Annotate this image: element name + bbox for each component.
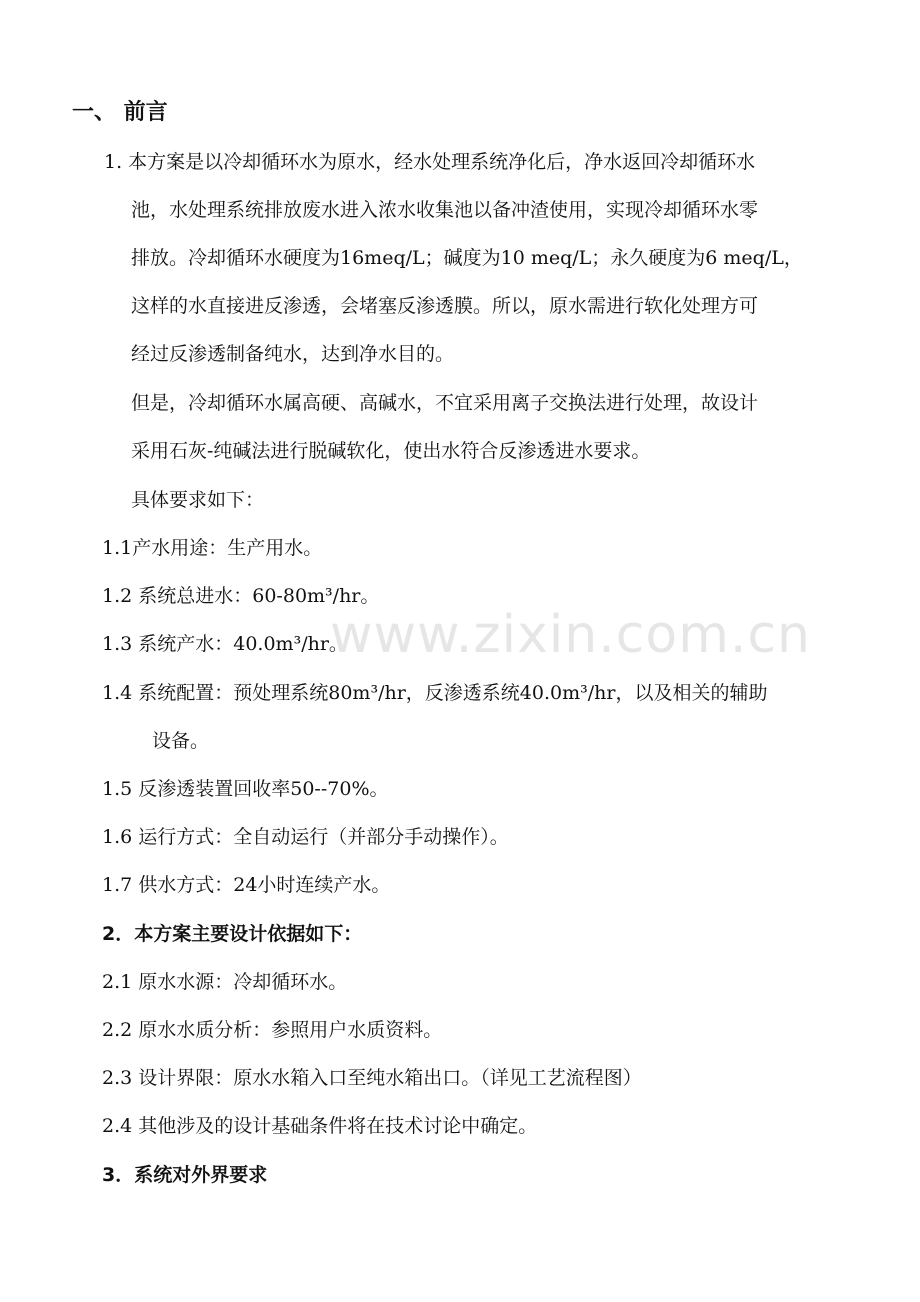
list-item: 1.5 反渗透装置回收率50--70%。 bbox=[102, 778, 389, 800]
paragraph-line: 采用石灰-纯碱法进行脱碱软化，使出水符合反渗透进水要求。 bbox=[131, 440, 651, 462]
list-item: 1.6 运行方式：全自动运行（并部分手动操作）。 bbox=[102, 826, 509, 848]
section-heading-preface: 一、 前言 bbox=[72, 100, 168, 125]
list-item: 1.1产水用途：生产用水。 bbox=[102, 537, 323, 559]
paragraph-line: 1. 本方案是以冷却循环水为原水，经水处理系统净化后，净水返回冷却循环水 bbox=[104, 151, 756, 173]
paragraph-line: 经过反渗透制备纯水，达到净水目的。 bbox=[131, 343, 455, 365]
section-heading-external-requirements: 3．系统对外界要求 bbox=[102, 1164, 268, 1186]
list-item: 1.4 系统配置：预处理系统80m³/hr，反渗透系统40.0m³/hr，以及相关的辅助 bbox=[102, 682, 768, 704]
paragraph-line: 这样的水直接进反渗透，会堵塞反渗透膜。所以，原水需进行软化处理方可 bbox=[131, 295, 759, 317]
paragraph-line: 具体要求如下： bbox=[131, 489, 265, 511]
list-item: 1.7 供水方式：24小时连续产水。 bbox=[102, 874, 391, 896]
list-item: 2.3 设计界限：原水水箱入口至纯水箱出口。（详见工艺流程图） bbox=[102, 1067, 642, 1089]
section-heading-design-basis: 2．本方案主要设计依据如下： bbox=[102, 923, 363, 945]
watermark: www.zixin.com.cn bbox=[330, 605, 811, 665]
paragraph-line: 但是，冷却循环水属高硬、高碱水，不宜采用离子交换法进行处理，故设计 bbox=[131, 392, 759, 414]
list-item: 1.3 系统产水：40.0m³/hr。 bbox=[102, 633, 348, 655]
list-item: 2.2 原水水质分析：参照用户水质资料。 bbox=[102, 1019, 443, 1041]
list-item: 2.4 其他涉及的设计基础条件将在技术讨论中确定。 bbox=[102, 1115, 538, 1137]
list-item: 2.1 原水水源：冷却循环水。 bbox=[102, 971, 348, 993]
paragraph-line: 池，水处理系统排放废水进入浓水收集池以备冲渣使用，实现冷却循环水零 bbox=[131, 199, 759, 221]
paragraph-line: 排放。冷却循环水硬度为16meq/L；碱度为10 meq/L；永久硬度为6 meq/L， bbox=[131, 247, 803, 269]
list-item: 1.2 系统总进水：60-80m³/hr。 bbox=[102, 585, 380, 607]
list-item-continuation: 设备。 bbox=[152, 730, 210, 752]
